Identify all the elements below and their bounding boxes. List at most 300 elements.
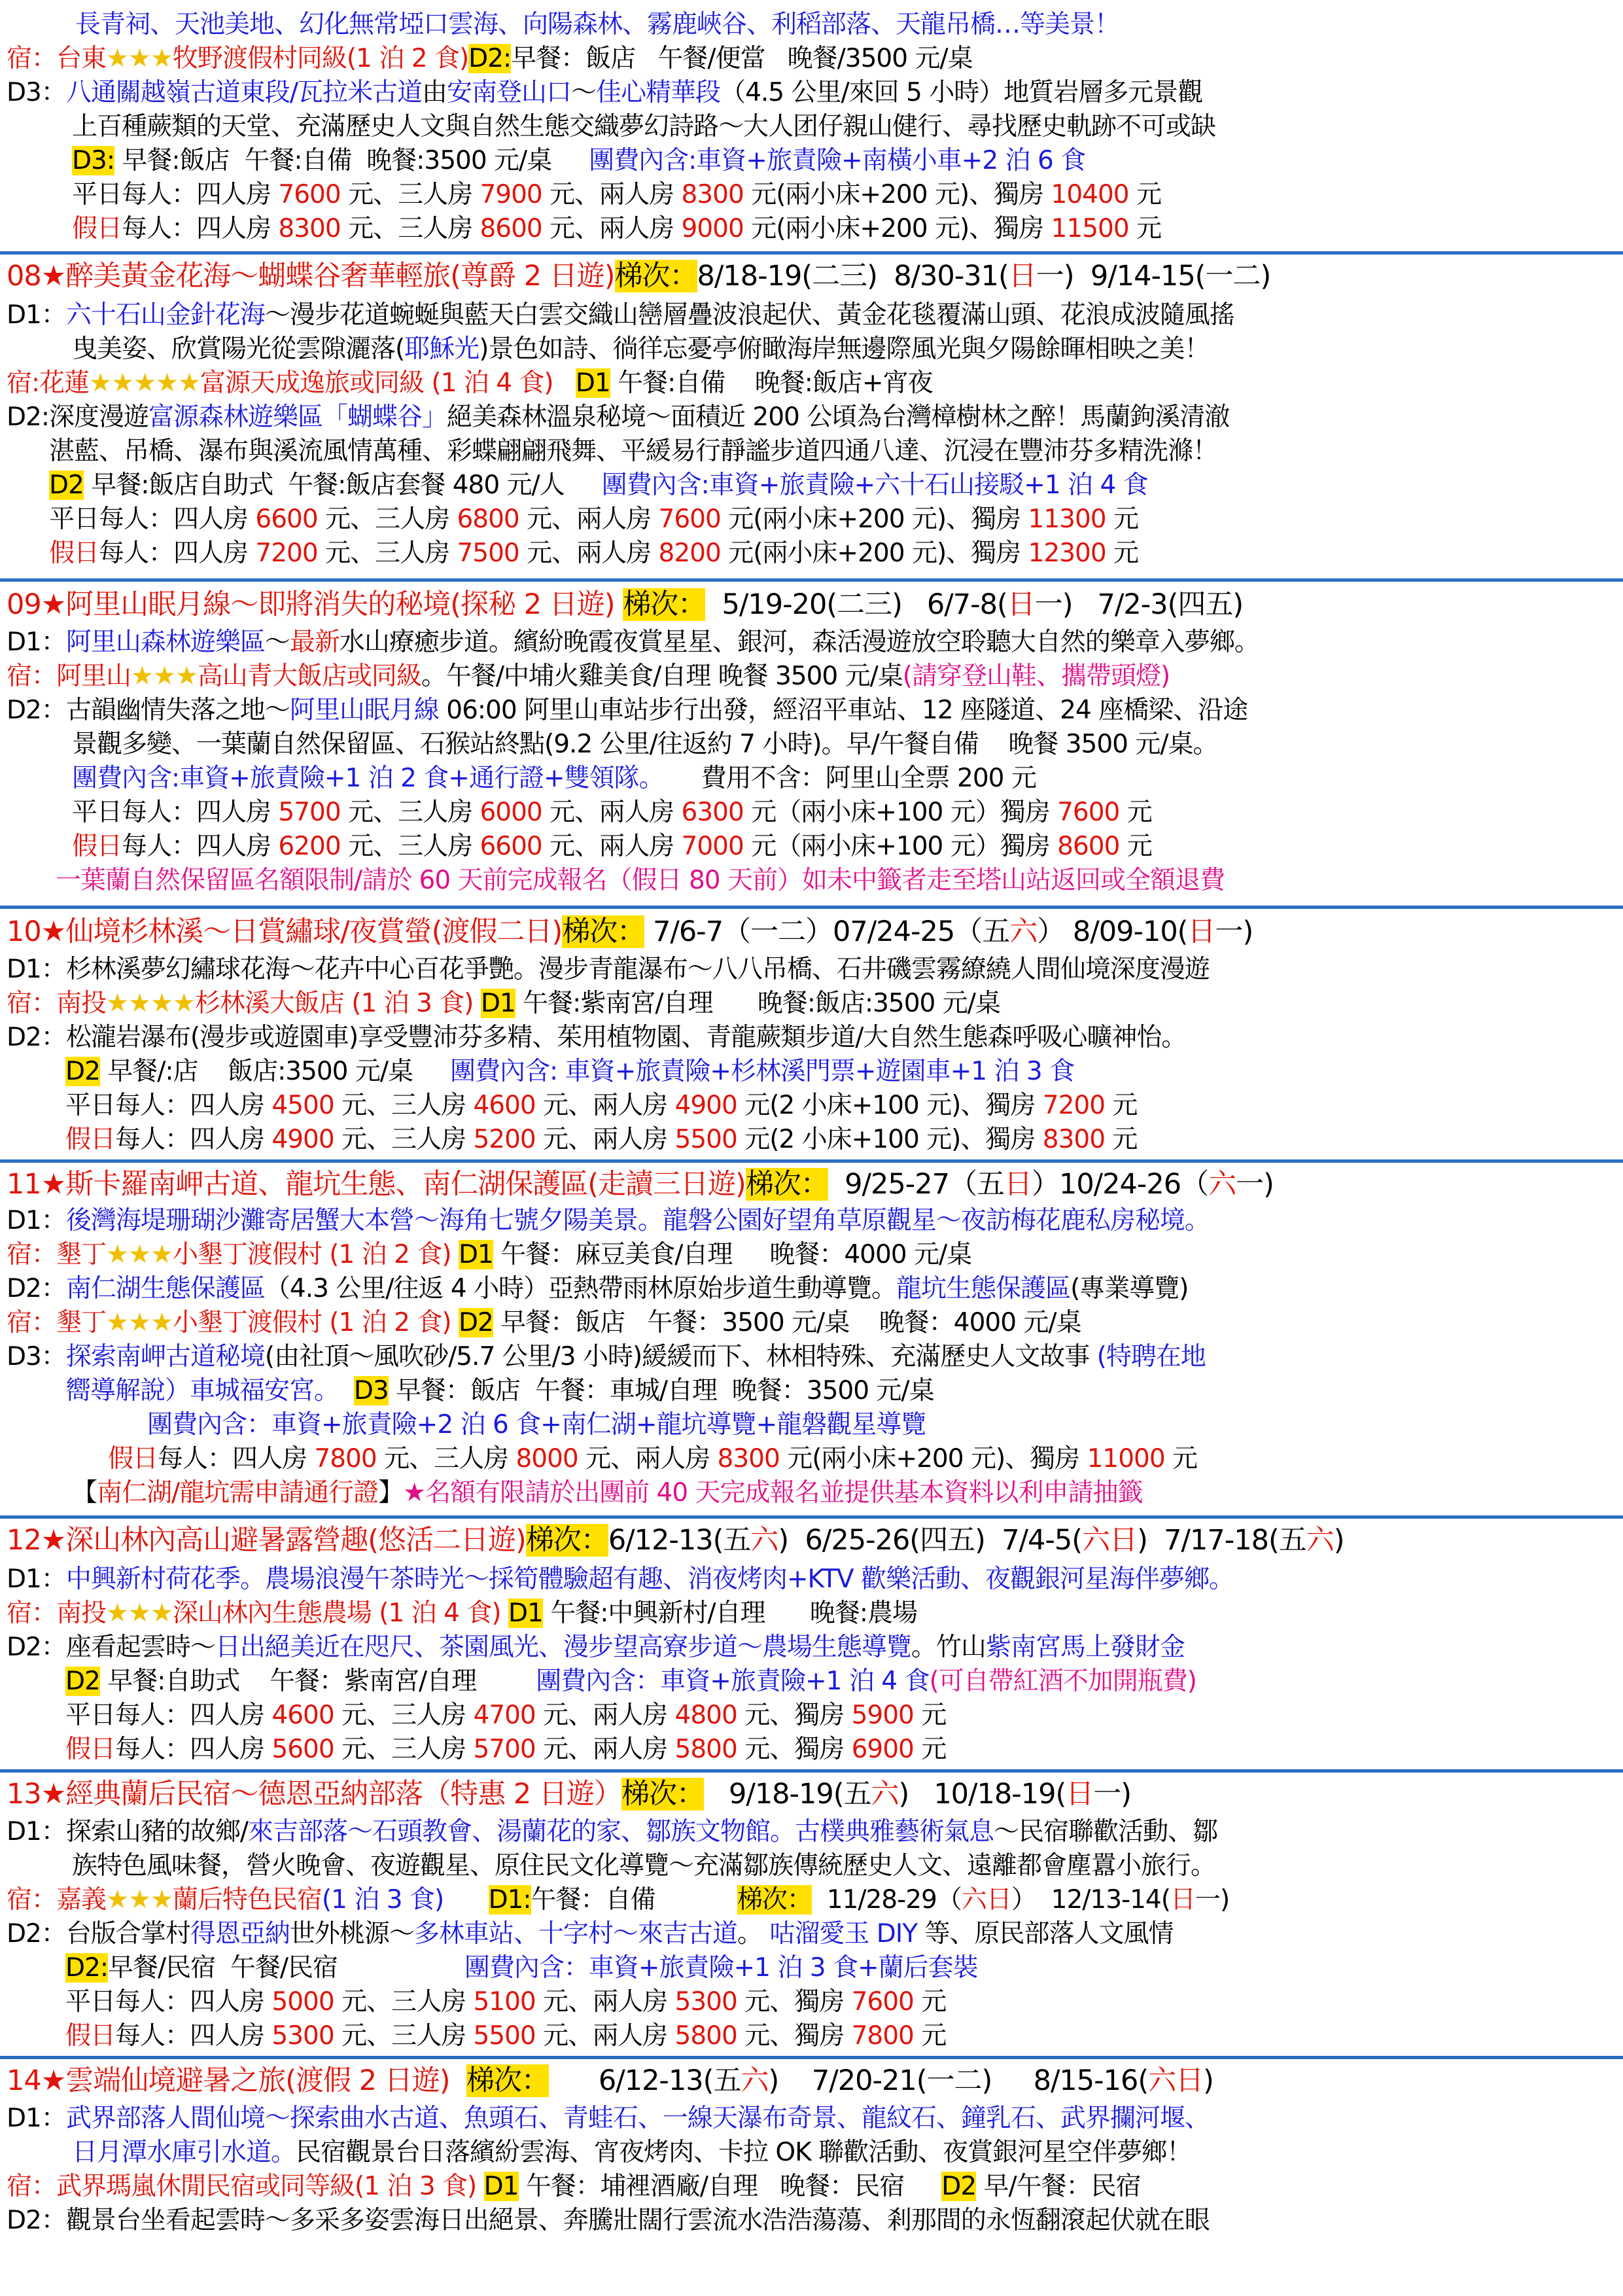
text-line <box>0 332 1623 366</box>
text-segment: 假日 <box>65 1735 116 1764</box>
text-segment: 六 <box>1306 1524 1334 1557</box>
text-segment: 宿：阿里山 <box>7 662 131 691</box>
text-segment: 9/25-27（五 <box>828 1168 1004 1201</box>
text-segment: 8200 <box>658 539 721 568</box>
text-segment: 早餐:飯店 午餐:自備 晚餐:3500 元/桌 <box>114 146 589 175</box>
text-segment: 六 <box>871 1778 899 1810</box>
star-rating: ★★★ <box>131 662 198 691</box>
text-segment: 元、獨房 <box>737 1987 852 2017</box>
text-segment: 八通關越嶺古道東段/瓦拉米古道 <box>65 78 422 107</box>
text-segment: 元 <box>1105 1091 1138 1120</box>
text-segment <box>476 2172 483 2201</box>
text-segment: 一) <box>1215 915 1253 948</box>
text-segment: 4600 <box>271 1701 334 1730</box>
text-segment: 得恩亞納 <box>190 1919 290 1949</box>
text-line <box>0 1089 1623 1123</box>
text-segment: ） 8/09-10( <box>1037 915 1188 948</box>
text-line <box>0 110 1623 144</box>
text-segment: 元、三人房 <box>376 1444 516 1474</box>
highlight-label: D1: <box>488 1885 531 1915</box>
text-segment: ) 10/18-19( <box>898 1778 1066 1810</box>
highlight-label: D2: <box>65 1953 108 1983</box>
text-segment: 費用不含：阿里山全票 200 元 <box>663 764 1036 793</box>
text-segment: 六 <box>750 1524 778 1557</box>
text-segment: 元(兩小床+200 元)、獨房 <box>720 539 1028 568</box>
text-segment: 富源森林遊樂區「蝴蝶谷」 <box>148 402 447 432</box>
text-segment: D1： <box>7 1564 66 1594</box>
text-segment: 5600 <box>271 1735 334 1764</box>
text-segment: 深山林內生態農場 (1 泊 4 食) <box>172 1598 501 1628</box>
text-segment: 8600 <box>1057 832 1120 861</box>
text-segment: 早餐/:店 飯店:3500 元/桌 <box>99 1057 451 1086</box>
text-segment: 每人：四人房 <box>122 214 279 243</box>
text-segment: 午餐:紫南宮/自理 晚餐:飯店:3500 元/桌 <box>515 989 1000 1018</box>
text-segment: 9000 <box>681 214 744 243</box>
text-segment: 7000 <box>681 832 744 861</box>
text-line <box>0 1340 1623 1374</box>
text-segment: 元 <box>1105 1125 1138 1154</box>
highlight-label: D1 <box>458 1240 493 1269</box>
star-rating: ★★★ <box>106 1598 173 1628</box>
tour-title-line <box>0 1523 1623 1557</box>
text-line <box>0 762 1623 796</box>
text-segment: 元(2 小床+100 元)、獨房 <box>737 1125 1043 1154</box>
text-segment: 7200 <box>1042 1091 1106 1120</box>
text-segment: 元、兩人房 <box>535 1091 675 1120</box>
text-segment: （4.5 公里/來回 5 小時）地質岩層多元景觀 <box>720 78 1203 107</box>
highlight-label: 梯次： <box>614 260 697 292</box>
text-segment: 元(兩小床+200 元)、獨房 <box>743 214 1051 243</box>
text-segment: 7600 <box>851 1987 914 2017</box>
text-segment: 早/午餐：民宿 <box>976 2172 1141 2201</box>
text-segment: 早餐:自助式 午餐：紫南宮/自理 <box>99 1667 536 1696</box>
text-segment: 元(2 小床+100 元)、獨房 <box>737 1091 1043 1120</box>
text-segment: 元(兩小床+200 元)、獨房 <box>743 180 1051 209</box>
text-segment: 嚮導解說）車城福安宮。 <box>65 1376 340 1405</box>
text-segment: 南仁湖/龍坑需申請通行證 <box>97 1478 379 1508</box>
text-segment: 元、兩人房 <box>542 832 682 861</box>
text-segment: 5700 <box>473 1735 536 1764</box>
text-segment: 團費內含:車資+旅責險+南橫小車+2 泊 6 食 <box>589 146 1086 175</box>
text-segment: 早餐：飯店 午餐：3500 元/桌 晚餐：4000 元/桌 <box>493 1308 1081 1337</box>
text-segment: D1： <box>7 627 66 657</box>
text-line <box>0 1985 1623 2019</box>
text-segment: 元(兩小床+200 元)、獨房 <box>720 504 1028 534</box>
text-line <box>0 212 1623 246</box>
text-segment: 龍坑生態保護區 <box>896 1274 1071 1303</box>
text-segment: D3： <box>7 1342 66 1371</box>
text-segment: 元、兩人房 <box>542 798 682 827</box>
text-segment: 團費內含：車資+旅責險+2 泊 6 食+南仁湖+龍坑導覽+龍磐觀星導覽 <box>147 1410 926 1439</box>
text-segment: 6/12-13(五 <box>548 2064 741 2097</box>
text-segment: 日 <box>1003 1168 1032 1201</box>
text-segment: 族特色風味餐，營火晚會、夜遊觀星、原住民文化導覽～充滿鄒族傳統歷史人文、遠離都會塵囂小旅行。 <box>72 1851 1216 1881</box>
text-segment: 元、兩人房 <box>542 180 682 209</box>
text-line <box>0 434 1623 468</box>
text-line <box>0 1917 1623 1951</box>
text-segment: 6600 <box>480 832 542 861</box>
text-segment: 日 <box>1007 588 1035 621</box>
text-segment: 7500 <box>457 539 519 568</box>
text-segment: 4900 <box>674 1091 737 1120</box>
text-segment: 最新 <box>289 627 340 657</box>
text-line <box>0 468 1623 503</box>
text-segment: (由社頂～風吹砂/5.7 公里/3 小時)緩緩而下、林相特殊、充滿歷史人文故事 <box>264 1342 1097 1371</box>
text-segment: 多林車站、十字村～來吉古道 <box>413 1919 737 1949</box>
text-segment: D2：古韻幽情失落之地～ <box>7 696 290 725</box>
text-segment: D2：松瀧岩瀑布(漫步或遊園車)享受豐沛芬多精、茱用植物園、青龍蕨類步道/大自然生態森呼吸心曠神怡。 <box>7 1023 1187 1052</box>
text-segment: 長青祠、天池美地、幻化無常 <box>75 10 399 39</box>
text-segment: 阿里山眠月線 <box>289 696 439 725</box>
text-segment: 來吉部落～石頭教會、湯蘭花的家、鄒族文物館。古樸典雅藝術氣息 <box>247 1817 994 1846</box>
text-segment: 紫南宮馬上發財金 <box>985 1633 1185 1662</box>
star-rating: ★★★ <box>106 1240 173 1269</box>
text-segment: 佳心精華段 <box>596 78 721 107</box>
text-segment: 團費內含：車資+旅責險+1 泊 4 食 <box>536 1667 930 1696</box>
text-segment: 元、三人房 <box>334 1987 474 2017</box>
text-segment: 6300 <box>681 798 744 827</box>
text-line <box>0 728 1623 762</box>
text-line <box>0 660 1623 694</box>
text-segment: 上百種蕨類的天堂、充滿歷史人文與自然生態交織夢幻詩路～大人团仔親山健行、尋找歷史軌跡不可或缺 <box>72 112 1216 141</box>
text-segment: 。午餐/中埔火雞美食/自理 晚餐 3500 元/桌 <box>421 662 903 691</box>
text-line <box>0 1883 1623 1917</box>
text-segment: 12300 <box>1028 539 1106 568</box>
text-segment: ） 12/13-14( <box>1011 1885 1170 1915</box>
text-line <box>0 2102 1623 2136</box>
text-segment: 六 <box>1208 1168 1236 1201</box>
text-segment: 日月潭水庫引水道。 <box>72 2138 296 2167</box>
highlight-label: D3: <box>72 146 114 175</box>
text-segment: 一) 7/2-3(四五) <box>1034 588 1244 621</box>
text-segment <box>450 2064 466 2097</box>
highlight-label: 梯次： <box>745 1168 828 1201</box>
text-segment <box>501 1598 508 1628</box>
text-segment: 世外桃源～ <box>289 1919 414 1949</box>
text-segment: 六日 <box>1148 2064 1204 2097</box>
text-segment: 中興新村荷花季。農場浪漫午茶時光～採筍體驗超有趣、消夜烤肉+KTV 歡樂活動、夜觀銀河星海伴夢鄉。 <box>65 1564 1234 1594</box>
star-rating: ★★★ <box>106 1308 173 1337</box>
text-line <box>0 1665 1623 1699</box>
text-segment: 一) <box>1236 1168 1274 1201</box>
text-segment: 元、三人房 <box>340 180 480 209</box>
highlight-label: D1 <box>575 368 610 398</box>
text-segment: 8300 <box>717 1444 780 1474</box>
text-segment: 南仁湖生態保護區 <box>65 1274 265 1303</box>
text-segment: D2：座看起雲時～ <box>7 1633 215 1662</box>
text-segment: 平日每人：四人房 <box>65 1701 272 1730</box>
text-segment: 6800 <box>457 504 519 534</box>
text-segment: (專業導覽) <box>1070 1274 1189 1303</box>
text-segment: 元、三人房 <box>334 1701 474 1730</box>
text-segment: 4600 <box>473 1091 536 1120</box>
section-divider <box>0 1515 1623 1519</box>
text-segment: D1： <box>7 300 66 330</box>
text-segment: ) <box>1203 2064 1213 2097</box>
text-segment: 元、三人房 <box>317 504 457 534</box>
text-segment: (特聘在地 <box>1096 1342 1206 1371</box>
text-segment: D1：探索山豬的故鄉/ <box>7 1817 248 1846</box>
text-segment: 5300 <box>674 1987 737 2017</box>
text-segment: 元、兩人房 <box>535 1987 675 2017</box>
text-segment: 景觀多變、一葉蘭自然保留區、石猴站終點(9.2 公里/往返約 7 小時)。早/午餐自備 晚餐 3500 元/桌。 <box>72 730 1218 759</box>
text-segment: 5200 <box>473 1125 536 1154</box>
text-line <box>0 298 1623 332</box>
text-segment: 元、獨房 <box>737 1735 852 1764</box>
text-segment: 後灣海堤珊瑚沙灘寄居蟹大本營～海角七號夕陽美景。龍磐公園好望角草原觀星～夜訪梅花鹿私房秘境。 <box>65 1206 1210 1235</box>
text-segment: 7900 <box>480 180 542 209</box>
text-line <box>0 2019 1623 2053</box>
text-segment: 5900 <box>851 1701 914 1730</box>
text-segment: 5300 <box>271 2021 334 2051</box>
text-segment: 8/18-19(二三) 8/30-31( <box>697 260 1009 292</box>
text-segment: 11/28-29（ <box>811 1885 962 1915</box>
text-line <box>0 1951 1623 1985</box>
text-segment: 平日每人：四人房 <box>72 798 279 827</box>
text-segment: 元、兩人房 <box>535 2021 675 2051</box>
text-segment: 元 <box>1128 180 1162 209</box>
text-segment: 4700 <box>473 1701 536 1730</box>
text-segment: 假日 <box>108 1444 158 1474</box>
text-segment: D1： <box>7 2104 66 2133</box>
text-segment: 7800 <box>314 1444 377 1474</box>
text-segment: ) <box>1333 1524 1344 1557</box>
highlight-label: D2 <box>49 470 84 500</box>
text-segment: 元、兩人房 <box>535 1125 675 1154</box>
highlight-label: D2 <box>65 1667 100 1696</box>
text-segment: 日 <box>1170 1885 1195 1915</box>
section-divider <box>0 906 1623 909</box>
text-segment: D2：觀景台坐看起雲時～多采多姿雲海日出絕景、奔騰壯闊行雲流水浩浩蕩蕩、剎那間的永恆翻滾起伏就在眼 <box>7 2206 1210 2235</box>
highlight-label: D2 <box>458 1308 493 1337</box>
text-segment: 元 <box>1128 214 1162 243</box>
highlight-label: D3 <box>353 1376 389 1405</box>
text-segment: 午餐：自備 <box>531 1885 737 1915</box>
text-segment: 團費內含: 車資+旅責險+杉林溪門票+遊園車+1 泊 3 食 <box>450 1057 1075 1086</box>
text-segment: 8300 <box>1042 1125 1106 1154</box>
text-segment: 元 <box>913 1701 947 1730</box>
text-segment: ) 6/25-26(四五) 7/4-5( <box>778 1524 1083 1557</box>
text-segment: 宿：嘉義 <box>7 1885 107 1915</box>
text-segment <box>474 989 481 1018</box>
section-divider <box>0 1769 1623 1773</box>
text-segment: 6900 <box>851 1735 914 1764</box>
text-line <box>0 953 1623 987</box>
text-segment: 11300 <box>1028 504 1106 534</box>
text-segment: ～ <box>571 78 597 107</box>
highlight-label: 梯次： <box>562 915 645 948</box>
text-segment: 水山療癒步道。繽紛晚霞夜賞星星、銀河，森活漫遊放空聆聽大自然的樂章入夢鄉。 <box>339 627 1259 657</box>
text-segment: 5800 <box>674 1735 737 1764</box>
text-segment: 小墾丁渡假村 (1 泊 2 食) <box>172 1240 451 1269</box>
text-line <box>0 400 1623 434</box>
text-segment: 假日 <box>49 539 99 568</box>
text-line <box>0 8 1623 42</box>
text-segment: 06:00 阿里山車站步行出發，經沼平車站、12 座隧道、24 座橋梁、沿途 <box>438 696 1248 725</box>
text-segment: 六十石山金針花海 <box>65 300 265 330</box>
text-segment <box>451 1240 459 1269</box>
text-line <box>0 1272 1623 1306</box>
text-segment: 日 <box>1008 260 1036 292</box>
text-segment: 富源天成逸旅或同級 (1 泊 4 食) <box>200 368 553 398</box>
tour-title-line <box>0 2064 1623 2098</box>
text-line <box>0 42 1623 76</box>
text-segment: 5500 <box>674 1125 737 1154</box>
text-segment: 每人：四人房 <box>115 1125 272 1154</box>
text-segment: 假日 <box>65 1125 116 1154</box>
text-segment: 7200 <box>255 539 318 568</box>
text-segment: 元、三人房 <box>334 1125 474 1154</box>
text-line <box>0 1476 1623 1510</box>
text-segment: 探索南岬古道秘境 <box>65 1342 265 1371</box>
text-segment: 宿:花蓮 <box>7 368 90 398</box>
text-segment: 日 <box>1187 915 1215 948</box>
text-segment: 13★經典蘭后民宿～德恩亞納部落（特惠 2 日遊） <box>7 1778 621 1810</box>
text-segment: 一) 9/14-15(一二) <box>1036 260 1271 292</box>
text-segment: 六 <box>741 2064 769 2097</box>
text-line <box>0 1849 1623 1883</box>
text-segment: 8000 <box>515 1444 578 1474</box>
text-line <box>0 503 1623 537</box>
text-segment: 平日每人：四人房 <box>49 504 256 534</box>
text-segment: 5/19-20(二三) 6/7-8( <box>705 588 1007 621</box>
text-segment: 早餐：飯店 午餐/便當 晚餐/3500 元/桌 <box>511 44 973 73</box>
text-segment: 元 <box>1106 539 1139 568</box>
highlight-label: 梯次： <box>466 2064 549 2097</box>
text-segment: 日出絕美近在咫尺、茶園風光、漫步望高寮步道～農場生態導覽 <box>215 1633 911 1662</box>
text-segment: 元、三人房 <box>340 214 480 243</box>
text-line <box>0 987 1623 1021</box>
text-segment: 六 <box>1009 915 1038 948</box>
text-segment: 牧野渡假村同級(1 泊 2 食) <box>172 44 469 73</box>
text-line <box>0 2204 1623 2238</box>
text-segment: 元 <box>1164 1444 1198 1474</box>
text-line <box>0 1442 1623 1476</box>
star-rating: ★★★★★ <box>89 368 200 398</box>
text-segment: 10400 <box>1051 180 1129 209</box>
text-segment <box>444 1885 488 1915</box>
text-segment: 11500 <box>1051 214 1129 243</box>
text-segment: 阿里山森林遊樂區 <box>65 627 265 657</box>
text-segment: 宿：墾丁 <box>7 1240 107 1269</box>
text-line <box>0 1631 1623 1665</box>
text-segment: 小墾丁渡假村 (1 泊 2 食) <box>172 1308 451 1337</box>
highlight-label: D2: <box>468 44 512 73</box>
text-segment <box>615 588 623 621</box>
text-line <box>0 1408 1623 1442</box>
highlight-label: D1 <box>483 2172 519 2201</box>
text-segment: 12★深山林內高山避暑露營趣(悠活二日遊) <box>7 1524 526 1557</box>
text-line <box>0 796 1623 830</box>
highlight-label: 梯次： <box>737 1885 812 1915</box>
text-segment: 團費內含：車資+旅責險+1 泊 3 食+蘭后套裝 <box>464 1953 978 1983</box>
text-segment: 六日 <box>961 1885 1011 1915</box>
highlight-label: 梯次： <box>525 1524 608 1557</box>
text-segment: 4900 <box>271 1125 334 1154</box>
text-line <box>0 1733 1623 1767</box>
text-segment: 假日 <box>72 214 122 243</box>
text-segment: 08★醉美黃金花海～蝴蝶谷奢華輕旅(尊爵 2 日遊) <box>7 260 615 292</box>
text-segment: 每人：四人房 <box>115 2021 272 2051</box>
text-segment: ) 7/17-18(五 <box>1137 1524 1306 1557</box>
text-segment: 元 <box>1106 504 1139 534</box>
text-segment: ～民宿聯歡活動、鄒 <box>994 1817 1218 1846</box>
text-line <box>0 1563 1623 1597</box>
text-segment: 14★雲端仙境避暑之旅(渡假 2 日遊) <box>7 2064 450 2097</box>
text-segment: 假日 <box>65 2021 116 2051</box>
text-line <box>0 1055 1623 1089</box>
tour-title-line <box>0 915 1623 949</box>
text-line <box>0 1123 1623 1157</box>
tour-title-line <box>0 1777 1623 1811</box>
text-segment: 埡口雲海、向陽森林、霧鹿峽谷、利稻部落、天龍吊橋 <box>398 10 996 39</box>
text-segment: 每人：四人房 <box>122 832 279 861</box>
text-line <box>0 178 1623 212</box>
text-segment: 每人：四人房 <box>99 539 256 568</box>
text-segment: 安南登山口 <box>447 78 572 107</box>
text-segment: 午餐:中興新村/自理 晚餐:農場 <box>542 1598 918 1628</box>
text-segment: 9/18-19(五 <box>703 1778 871 1810</box>
text-segment: 宿：南投 <box>7 1598 107 1628</box>
text-segment: 元、兩人房 <box>535 1735 675 1764</box>
text-segment: D2：台版合掌村 <box>7 1919 190 1949</box>
text-line <box>0 2136 1623 2170</box>
text-segment: 6200 <box>278 832 341 861</box>
text-segment: 8600 <box>480 214 542 243</box>
text-segment: 元、三人房 <box>317 539 457 568</box>
text-segment: 宿：墾丁 <box>7 1308 107 1337</box>
text-segment: 4800 <box>674 1701 737 1730</box>
text-line <box>0 1597 1623 1631</box>
text-segment: 元 <box>1119 798 1152 827</box>
section-divider <box>0 251 1623 255</box>
highlight-label: D2 <box>65 1057 100 1086</box>
text-segment: 元、三人房 <box>334 1091 474 1120</box>
text-segment: 一葉蘭自然保留區名額限制/請於 60 天前完成報名（假日 80 天前）如未中籤者走至塔山站返回或全額退費 <box>56 866 1225 895</box>
text-segment: 耶穌光 <box>404 334 480 364</box>
star-rating: ★★★ <box>106 1885 173 1915</box>
text-line <box>0 626 1623 660</box>
tour-title-line <box>0 588 1623 622</box>
text-segment: 】 <box>378 1478 404 1508</box>
text-segment: 7800 <box>851 2021 914 2051</box>
text-segment: 元、兩人房 <box>519 539 659 568</box>
text-line <box>0 694 1623 728</box>
text-line <box>0 1238 1623 1272</box>
text-line <box>0 830 1623 864</box>
text-segment: 5700 <box>278 798 341 827</box>
text-line <box>0 1306 1623 1340</box>
text-segment: 5000 <box>271 1987 334 2017</box>
text-line <box>0 144 1623 178</box>
text-segment: 曳美姿、欣賞陽光從雲隙灑落( <box>72 334 405 364</box>
text-segment: ）10/24-26（ <box>1031 1168 1209 1201</box>
text-segment: ～漫步花道蜿蜒與藍天白雲交織山巒層疊波浪起伏、黃金花毯覆滿山頭、花浪成波隨風搖 <box>264 300 1234 330</box>
star-rating: ★★★ <box>106 44 173 73</box>
text-segment: 09★阿里山眠月線～即將消失的秘境(探秘 2 日遊) <box>7 588 615 621</box>
text-segment: 5500 <box>473 2021 536 2051</box>
text-segment: 武界部落人間仙境～探索曲水古道、魚頭石、青蛙石、一線天瀑布奇景、龍紋石、鐘乳石、武界攔河堰、 <box>65 2104 1210 2133</box>
text-segment: 元、三人房 <box>334 2021 474 2051</box>
text-segment: …等美景！ <box>995 10 1120 39</box>
text-segment: 元 <box>1119 832 1152 861</box>
text-segment: 8300 <box>278 214 341 243</box>
text-segment: 咕溜愛玉 DIY <box>769 1919 918 1949</box>
text-segment: 元、三人房 <box>340 832 480 861</box>
text-segment: 由 <box>422 78 447 107</box>
highlight-label: D2 <box>941 2172 977 2201</box>
text-segment: 每人：四人房 <box>158 1444 315 1474</box>
